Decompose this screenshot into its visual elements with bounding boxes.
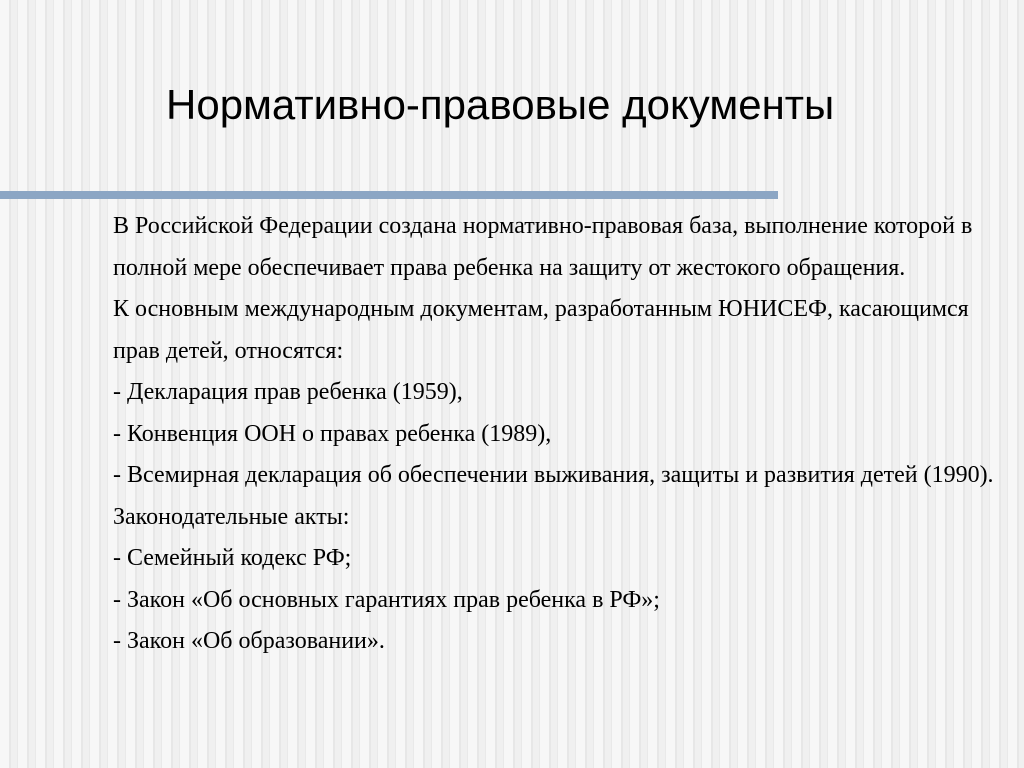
title-divider xyxy=(0,191,778,199)
list-item: - Закон «Об основных гарантиях прав ребенка в РФ»; xyxy=(113,586,660,613)
list-item: - Декларация прав ребенка (1959), xyxy=(113,379,463,405)
list-item: - Семейный кодекс РФ; xyxy=(113,545,352,571)
body-paragraph: В Российской Федерации создана нормативно-правовая база, выполнение которой в полной мере обеспечивает права ребенка на защиту от жестокого обращения. xyxy=(113,213,973,281)
list-item: - Закон «Об образовании». xyxy=(113,628,385,654)
section-heading: Законодательные акты: xyxy=(113,503,350,530)
list-item: - Всемирная декларация об обеспечении выживания, защиты и развития детей (1990). xyxy=(113,462,994,488)
slide-body xyxy=(113,206,1008,663)
list-item: - Конвенция ООН о правах ребенка (1989), xyxy=(113,420,552,447)
slide-title: Нормативно-правовые документы xyxy=(166,81,835,128)
body-paragraph: К основным международным документам, разработанным ЮНИСЕФ, касающимся прав детей, относятся: xyxy=(113,296,969,364)
